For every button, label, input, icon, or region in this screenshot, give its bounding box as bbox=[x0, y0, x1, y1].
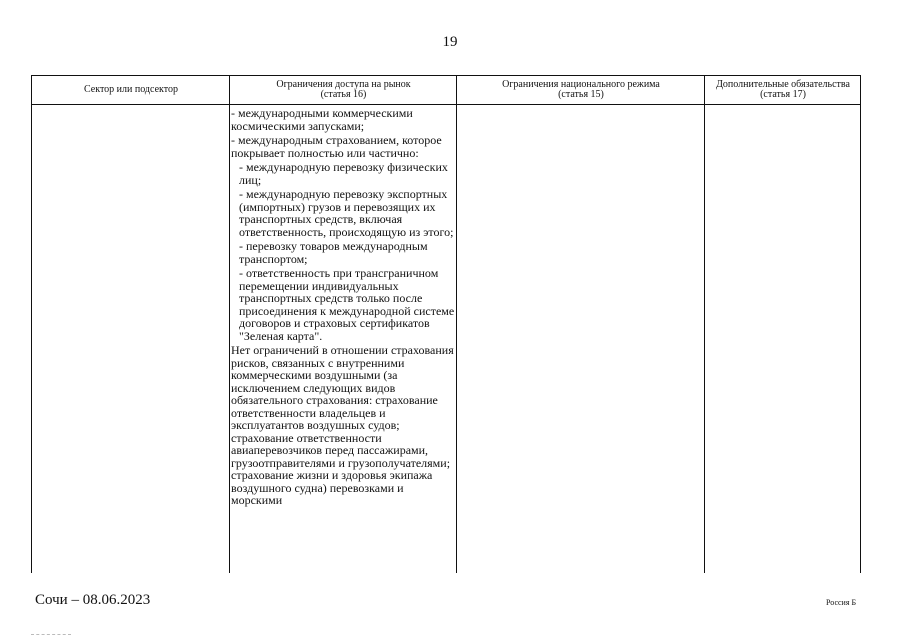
footer-place-date: Сочи – 08.06.2023 bbox=[35, 592, 151, 608]
column-divider bbox=[704, 76, 705, 573]
market-access-paragraph: Нет ограничений в отношении страхования рисков, связанных с внутренними коммерческими воздушными (за исключением следующих видов обязательного страхования: страхование ответственности владельцев и эксплуатантов воздушных судов; страхование ответственности авиаперевозчиков перед пассажирами, грузоотправителями и грузополучателями; страхование жизни и здоровья экипажа воздушного судна) перевозками и морскими bbox=[231, 343, 454, 507]
header-national-treatment-label: Ограничения национального режима (статья 15) bbox=[502, 79, 660, 100]
header-additional-commitments-label: Дополнительные обязательства (статья 17) bbox=[716, 79, 850, 100]
page-number: 19 bbox=[442, 34, 458, 50]
header-market-access-label: Ограничения доступа на рынок (статья 16) bbox=[276, 79, 411, 100]
table-header-row bbox=[32, 76, 860, 105]
header-sector bbox=[32, 76, 230, 104]
column-divider bbox=[456, 76, 457, 573]
header-market-access bbox=[230, 76, 457, 104]
market-access-paragraph: - ответственность при трансграничном перемещении индивидуальных транспортных средств только после присоединения к международной системе договоров и страховых сертификатов "Зеленая карта". bbox=[239, 266, 455, 343]
header-sector-label: Сектор или подсектор bbox=[83, 84, 178, 95]
market-access-paragraph: - международными коммерческими космическими запусками; bbox=[231, 106, 413, 133]
commitments-table bbox=[31, 75, 861, 573]
scan-mark bbox=[31, 634, 71, 637]
column-divider bbox=[229, 76, 230, 573]
market-access-paragraph: - международную перевозку физических лиц; bbox=[239, 160, 448, 187]
market-access-paragraph: - международным страхованием, которое покрывает полностью или частично: bbox=[231, 133, 442, 160]
market-access-paragraph: - международную перевозку экспортных (импортных) грузов и перевозящих их транспортных средств, включая ответственность, происходящую из этого; bbox=[239, 187, 454, 239]
market-access-cell bbox=[231, 107, 455, 509]
header-national-treatment bbox=[457, 76, 705, 104]
market-access-paragraph: - перевозку товаров международным транспортом; bbox=[239, 239, 428, 266]
footer-label: Россия Б bbox=[826, 598, 857, 607]
header-additional-commitments bbox=[705, 76, 861, 104]
